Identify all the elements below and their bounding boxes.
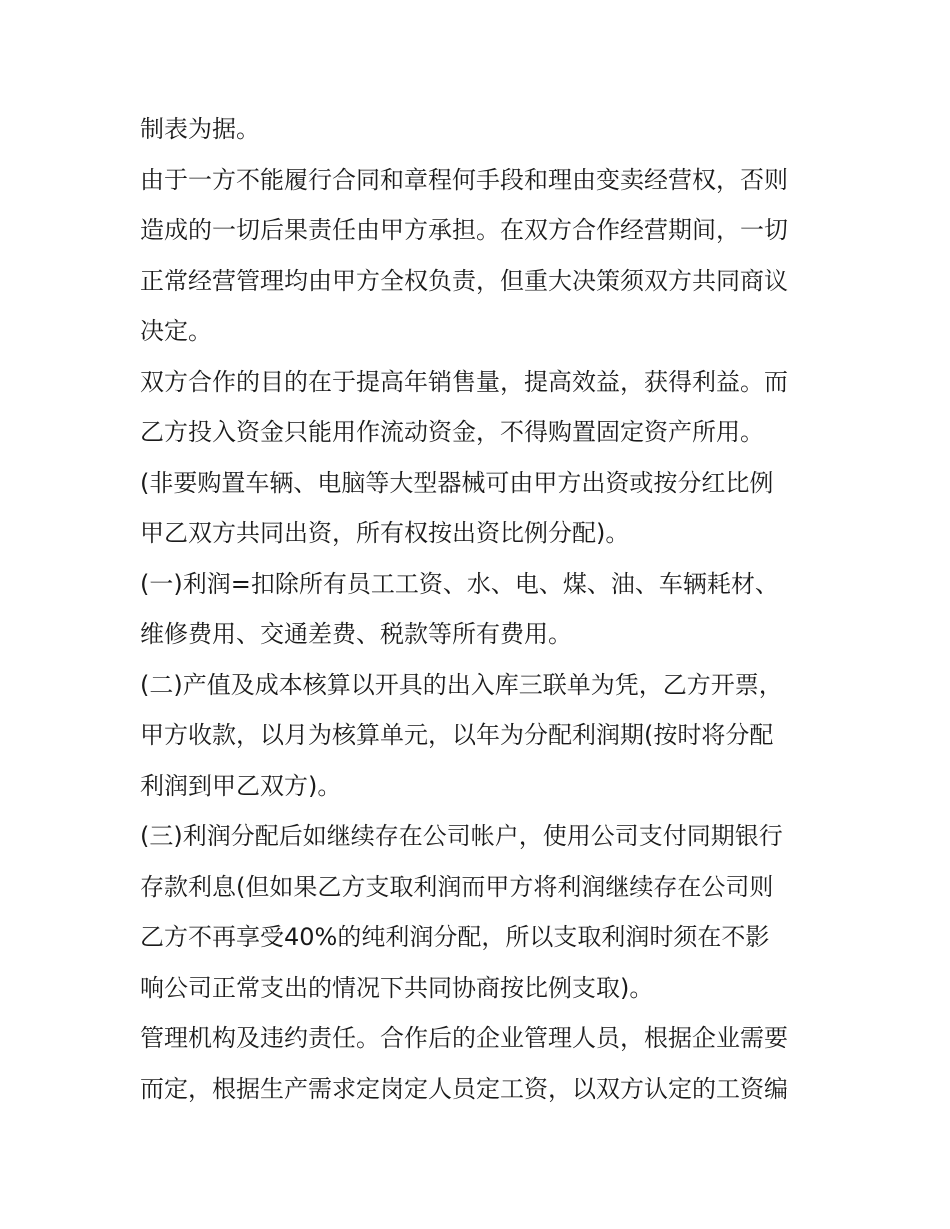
text-line: 乙方投入资金只能用作流动资金，不得购置固定资产所用。	[140, 418, 764, 446]
text-line: (非要购置车辆、电脑等大型器械可由甲方出资或按分红比例	[140, 468, 774, 497]
text-line: 正常经营管理均由甲方全权负责，但重大决策须双方共同商议	[140, 266, 788, 295]
text-line: 维修费用、交通差费、税款等所有费用。	[140, 620, 572, 648]
text-line: 制表为据。	[140, 115, 260, 143]
text-line: (一)利润=扣除所有员工工资、水、电、煤、油、车辆耗材、	[140, 569, 779, 598]
text-line: 而定，根据生产需求定岗定人员定工资，以双方认定的工资编	[140, 1074, 788, 1103]
text-line: 双方合作的目的在于提高年销售量，提高效益，获得利益。而	[140, 367, 788, 396]
text-line: 由于一方不能履行合同和章程何手段和理由变卖经营权，否则	[140, 165, 788, 194]
text-line: 乙方不再享受40%的纯利润分配，所以支取利润时须在不影	[140, 923, 770, 951]
text-line: 甲乙双方共同出资，所有权按出资比例分配)。	[140, 519, 630, 547]
text-line: 决定。	[140, 317, 212, 345]
text-line: (二)产值及成本核算以开具的出入库三联单为凭，乙方开票，	[140, 670, 783, 699]
text-line: 造成的一切后果责任由甲方承担。在双方合作经营期间，一切	[140, 216, 788, 244]
text-line: 管理机构及违约责任。合作后的企业管理人员，根据企业需要	[140, 1024, 788, 1052]
text-line: 利润到甲乙双方)。	[140, 771, 342, 800]
text-line: 甲方收款，以月为核算单元，以年为分配利润期(按时将分配	[140, 721, 774, 749]
text-line: 响公司正常支出的情况下共同协商按比例支取)。	[140, 973, 654, 1002]
text-line: (三)利润分配后如继续存在公司帐户，使用公司支付同期银行	[140, 822, 783, 850]
text-line: 存款利息(但如果乙方支取利润而甲方将利润继续存在公司则	[140, 872, 774, 901]
document-body	[140, 104, 820, 1114]
